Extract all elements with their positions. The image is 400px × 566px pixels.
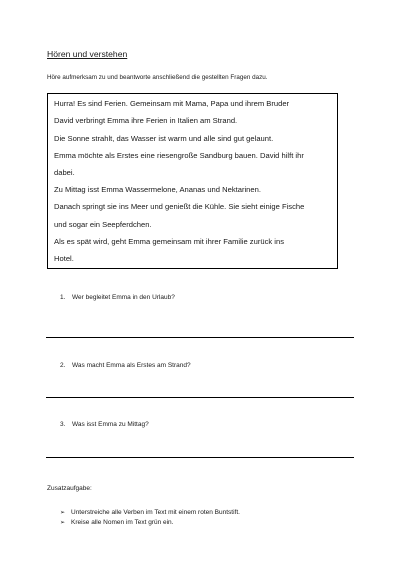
- story-textbox: [47, 93, 338, 269]
- story-line: dabei.: [54, 168, 75, 177]
- story-line: Als es spät wird, geht Emma gemeinsam mit ihrer Familie zurück ins: [54, 237, 284, 246]
- arrow-bullet-icon: ➢: [60, 510, 66, 516]
- page-title: Hören und verstehen: [47, 49, 128, 59]
- question-text: Was macht Emma als Erstes am Strand?: [72, 362, 191, 369]
- question-text: Wer begleitet Emma in den Urlaub?: [72, 294, 175, 301]
- extra-task-item: [60, 509, 240, 516]
- answer-line-1[interactable]: [46, 337, 354, 338]
- story-line: Hurra! Es sind Ferien. Gemeinsam mit Mama, Papa und ihrem Bruder: [54, 99, 290, 108]
- question-1: [60, 294, 175, 301]
- story-line: Hotel.: [54, 254, 74, 263]
- question-text: Was isst Emma zu Mittag?: [72, 421, 149, 428]
- story-line: David verbringt Emma ihre Ferien in Italien am Strand.: [54, 116, 238, 125]
- question-number: 2.: [60, 362, 66, 369]
- extra-task-item: [60, 519, 173, 526]
- question-number: 3.: [60, 421, 66, 428]
- story-line: Die Sonne strahlt, das Wasser ist warm und alle sind gut gelaunt.: [54, 134, 274, 143]
- extra-task-text: Kreise alle Nomen im Text grün ein.: [71, 519, 174, 526]
- question-3: [60, 421, 149, 428]
- story-line: und sogar ein Seepferdchen.: [54, 220, 152, 229]
- story-line: Zu Mittag isst Emma Wassermelone, Ananas und Nektarinen.: [54, 185, 261, 194]
- extra-task-title: Zusatzaufgabe:: [47, 485, 92, 492]
- story-line: Emma möchte als Erstes eine riesengroße Sandburg bauen. David hilft ihr: [54, 151, 304, 160]
- question-2: [60, 362, 191, 369]
- extra-task-text: Unterstreiche alle Verben im Text mit einem roten Buntstift.: [71, 509, 240, 516]
- answer-line-2[interactable]: [46, 397, 354, 398]
- story-line: Danach springt sie ins Meer und genießt die Kühle. Sie sieht einige Fische: [54, 202, 305, 211]
- arrow-bullet-icon: ➢: [60, 520, 66, 526]
- question-number: 1.: [60, 294, 66, 301]
- answer-line-3[interactable]: [46, 457, 354, 458]
- instruction-text: Höre aufmerksam zu und beantworte anschließend die gestellten Fragen dazu.: [47, 74, 268, 81]
